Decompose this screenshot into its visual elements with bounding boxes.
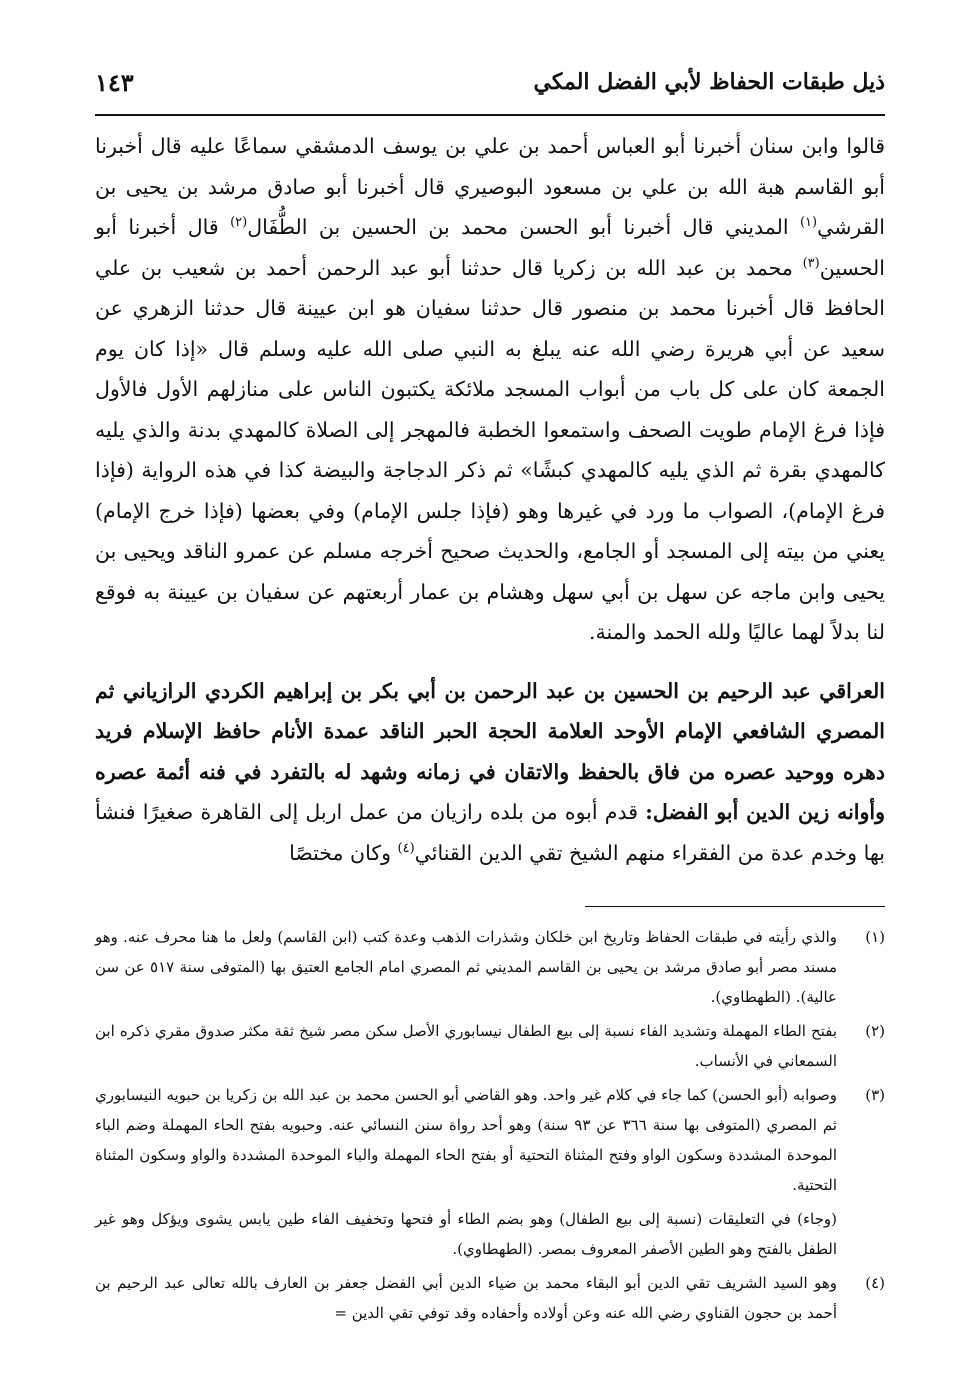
header-divider [95,114,885,116]
footnote-3 [95,1080,885,1200]
main-text [95,126,885,873]
text-run: المديني قال أخبرنا أبو الحسن محمد بن الحسين بن الطُّفَال [247,215,800,239]
footnote-3-continuation: (وجاء) في التعليقات (نسبة إلى بيع الطفال) وهو بضم الطاء أو فتحها وتخفيف الفاء طين يابس يشوى ويؤكل وهو غير الطفل بالفتح وهو الطين الأصفر المعروف بمصر. (الطهطاوي). [95,1210,837,1258]
text-run: وكان مختصًا [289,840,398,865]
text-run: قدم أبوه من بلده رازيان من عمل اربل إلى القاهرة صغيرًا فنشأ بها وخدم عدة من الفقراء منهم الشيخ تقي الدين القنائي [95,800,885,865]
footnote-ref-2[interactable]: (٢) [230,215,248,231]
text-run: قال أخبرنا أبو الحسين [95,215,885,280]
footnote-number: (٤) [865,1274,885,1292]
footnote-text: بفتح الطاء المهملة وتشديد الفاء نسبة إلى بيع الطفال نيسابوري الأصل سكن مصر شيخ ثقة مكثر صدوق مقري ذكره ابن السمعاني في الأنساب. [95,1022,837,1070]
text-run: محمد بن عبد الله بن زكريا قال حدثنا أبو عبد الرحمن أحمد بن شعيب بن علي الحافظ قال أخبرنا محمد بن منصور قال حدثنا سفيان هو ابن عيينة قال حدثنا الزهري عن سعيد عن أبي هريرة رضي الله عنه يبلغ به النبي صلى الله عليه وسلم قال «إذا كان يوم الجمعة كان على كل باب من أبواب المسجد ملائكة يكتبون الناس على منازلهم الأول فالأول فإذا فرغ الإمام طويت الصحف واستمعوا الخطبة فالمهجر إلى الصلاة كالمهدي بدنة والذي يليه كالمهدي بقرة ثم الذي يليه كالمهدي كبشًا» ثم ذكر الدجاجة والبيضة كذا في هذه الرواية (فإذا فرغ الإمام)، الصواب ما ورد في غيرها وهو (فإذا جلس الإمام) وفي بعضها (فإذا خرج الإمام) يعني من بيته إلى المسجد أو الجامع، والحديث صحيح أخرجه مسلم عن عمرو الناقد ويحيى بن يحيى وابن ماجه عن سهل بن أبي سهل وهشام بن عمار أربعتهم عن سفيان بن عيينة به فوقع لنا بدلاً لهما عاليًا ولله الحمد والمنة. [95,255,885,644]
paragraph-biography [95,671,885,874]
page-number: ١٤٣ [95,67,134,97]
footnotes [95,922,885,1332]
footnote-text: وهو السيد الشريف تقي الدين أبو البقاء محمد بن ضياء الدين أبي الفضل جعفر بن العارف بالله تعالى عبد الرحيم بن أحمد بن حجون القناوي رضي الله عنه وعن أولاده وأحفاده وقد توفي تقي الدين = [95,1274,837,1322]
paragraph-hadith [95,126,885,653]
page-header [95,62,885,102]
footnote-text: والذي رأيته في طبقات الحفاظ وتاريخ ابن خلكان وشذرات الذهب وعدة كتب (ابن القاسم) ولعل ما هنا محرف عنه. وهو مسند مصر أبو صادق مرشد بن يحيى بن القاسم المديني ثم المصري امام الجامع العتيق بها (المتوفى سنة ٥١٧ عن سن عالية). (الطهطاوي). [95,928,837,1006]
footnote-1 [95,922,885,1012]
footnote-number: (١) [865,928,885,946]
footnote-number: (٣) [865,1086,885,1104]
footnote-text: وصوابه (أبو الحسن) كما جاء في كلام غير واحد. وهو القاضي أبو الحسن محمد بن عبد الله بن زكريا بن حبويه النيسابوري ثم المصري (المتوفى بها سنة ٣٦٦ عن ٩٣ سنة) وهو أحد رواة سنن النسائي عنه. وحبويه بفتح الحاء المهملة وضم الباء الموحدة المشددة وسكون الواو وفتح المثناة التحتية أو بفتح الحاء المهملة والباء الموحدة المشددة والواو وسكون المثناة التحتية. [95,1086,837,1194]
running-title: ذيل طبقات الحفاظ لأبي الفضل المكي [533,69,885,95]
footnote-4 [95,1268,885,1328]
text-run: قالوا وابن سنان أخبرنا أبو العباس أحمد بن علي بن يوسف الدمشقي سماعًا عليه قال أخبرنا أبو القاسم هبة الله بن علي بن مسعود البوصيري قال أخبرنا أبو صادق مرشد بن يحيى بن القرشي [95,134,885,239]
footnote-ref-4[interactable]: (٤) [397,840,415,856]
footnote-ref-1[interactable]: (١) [799,215,818,231]
biography-heading: العراقي عبد الرحيم بن الحسين بن عبد الرحمن بن أبي بكر بن إبراهيم الكردي الرازياني ثم المصري الشافعي الإمام الأوحد العلامة الحجة الحبر الناقد عمدة الأنام حافظ الإسلام فريد دهره ووحيد عصره من فاق بالحفظ والاتقان في زمانه وشهد له بالتفرد في فنه أئمة عصره وأوانه زين الدين أبو الفضل: [95,678,885,824]
footnote-ref-3[interactable]: (٣) [802,255,820,271]
footnote-2 [95,1016,885,1076]
footnote-number: (٢) [865,1022,885,1040]
footnote-divider [585,906,885,907]
